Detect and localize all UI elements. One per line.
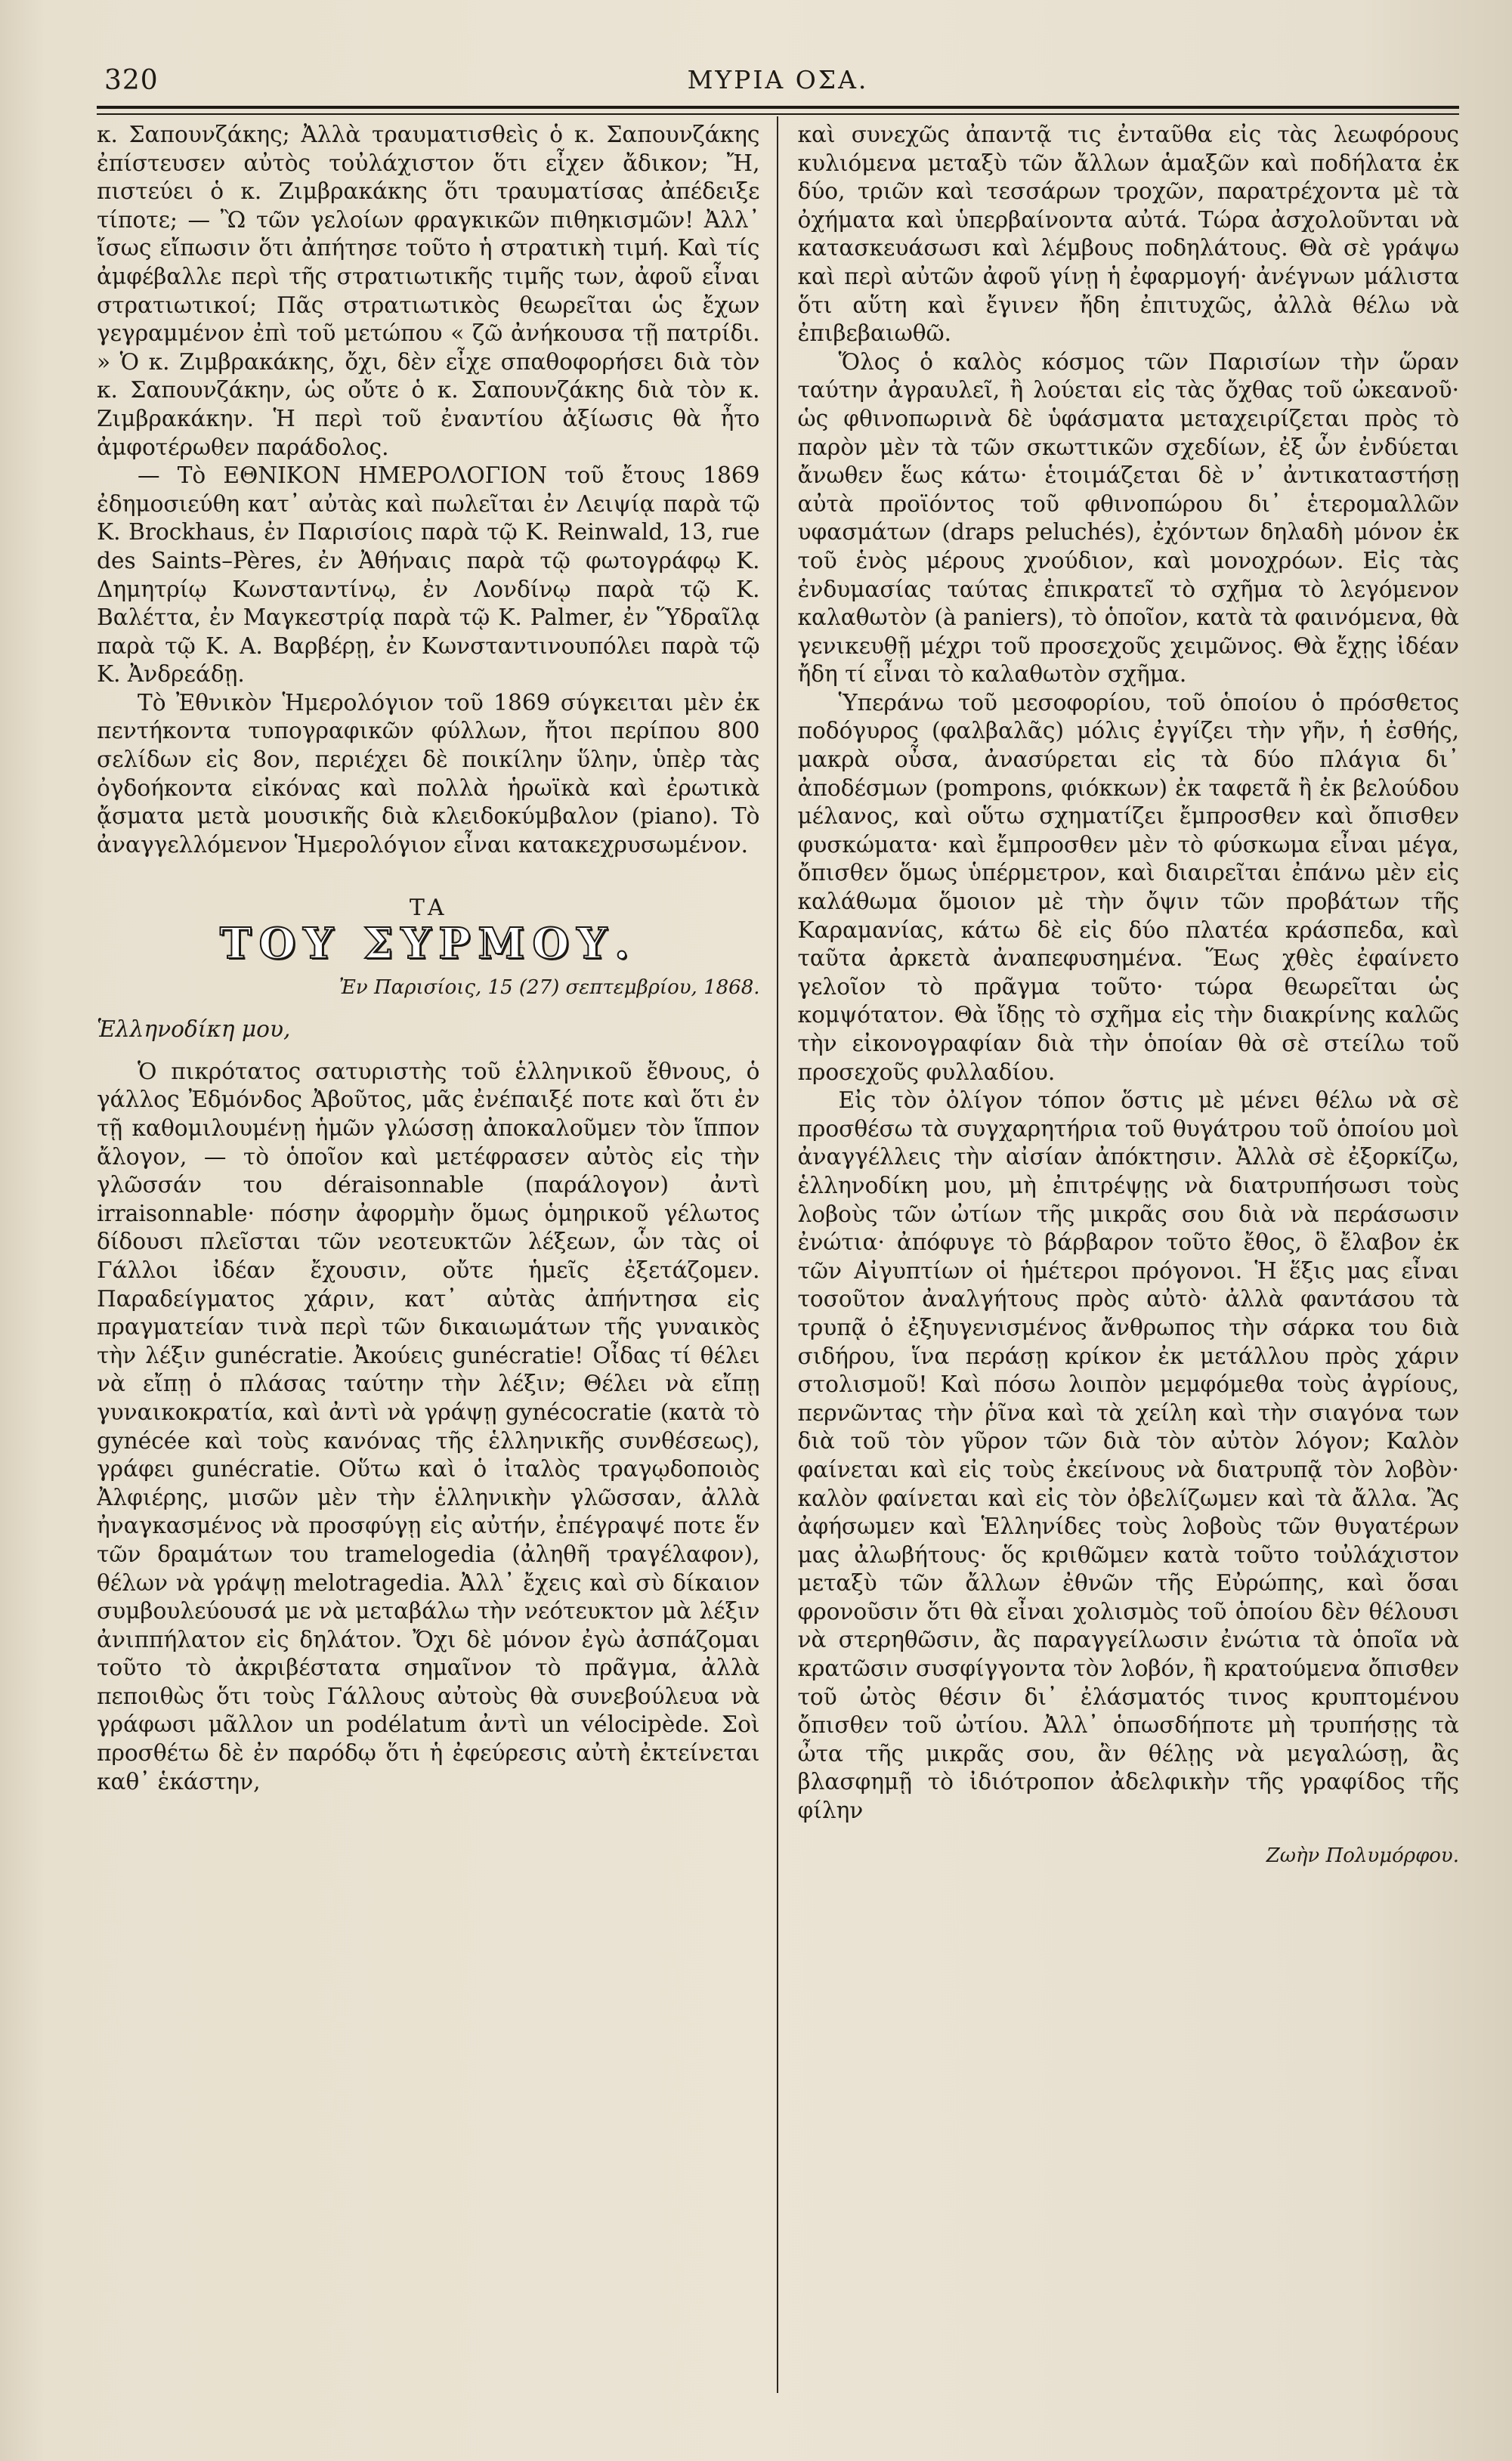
paragraph-fashion: Ὅλος ὁ καλὸς κόσμος τῶν Παρισίων τὴν ὥραν ταύτην ἀγραυλεῖ, ἢ λούεται εἰς τὰς ὄχθας τοῦ ὠκεανοῦ· ὡς φθινοπωρινὰ δὲ ὑφάσματα μεταχειρίζεται πρὸς τὸ παρὸν μὲν τὰ τῶν σκωττικῶν σχεδίων, ἐξ ὧν ἐνδύεται ἄνωθεν ἕως κάτω· ἑτοιμάζεται δὲ ν᾽ ἀντικαταστήσῃ αὐτὰ προϊόντος τοῦ φθινοπώρου δι᾽ ἑτερομαλλῶν υφασμάτων (draps peluchés), ἐχόντων δηλαδὴ μόνον ἐκ τοῦ ἑνὸς μέρους χνούδιον, καὶ μονοχρόων. Εἰς τὰς ἐνδυμασίας ταύτας ἐπικρατεῖ τὸ σχῆμα τὸ λεγόμενον καλαθωτὸν (à paniers), τὸ ὁποῖον, κατὰ τὰ φαινόμενα, θὰ γενικευθῇ μέχρι τοῦ προσεχοῦς χειμῶνος. Θὰ ἔχῃς ἰδέαν ἤδη τί εἶναι τὸ καλαθωτὸν σχῆμα. <box>797 348 1459 688</box>
header-rule-thin <box>97 113 1459 115</box>
letter-salutation: Ἑλληνοδίκη μου, <box>97 1016 291 1043</box>
letter-dateline: Ἐν Παρισίοις, 15 (27) σεπτεμβρίου, 1868. <box>339 975 760 999</box>
page-header <box>97 59 1459 104</box>
section-kicker: ΤΑ <box>409 895 447 922</box>
paragraph-almanac-announcement: — Τὸ ΕΘΝΙΚΟΝ ΗΜΕΡΟΛΟΓΙΟΝ τοῦ ἔτους 1869 ἐδημοσιεύθη κατ᾽ αὐτὰς καὶ πωλεῖται ἐν Λειψίᾳ παρὰ τῷ Κ. Brockhaus, ἐν Παρισίοις παρὰ τῷ Κ. Reinwald, 13, rue des Saints–Pères, ἐν Ἀθήναις παρὰ τῷ φωτογράφῳ Κ. Δημητρίῳ Κωνσταντίνῳ, ἐν Λονδίνῳ παρὰ τῷ Κ. Βαλέττα, ἐν Μαγκεστρίᾳ παρὰ τῷ Κ. Palmer, ἐν Ὕδραῖλᾳ παρὰ τῷ Κ. Α. Βαρβέρῃ, ἐν Κωνσταντινουπόλει παρὰ τῷ Κ. Ἀνδρεάδῃ. <box>97 462 760 688</box>
left-column <box>97 121 778 2416</box>
section-title: ΤΟΥ ΣΥΡΜΟΥ. <box>219 919 637 969</box>
paragraph-paniers: Ὑπεράνω τοῦ μεσοφορίου, τοῦ ὁποίου ὁ πρόσθετος ποδόγυρος (φαλβαλᾶς) μόλις ἐγγίζει τὴν γῆν, ἡ ἐσθής, μακρὰ οὖσα, ἀνασύρεται εἰς τὰ δύο πλάγια δι᾽ ἀποδέσμων (pompons, φιόκκων) ἐκ ταφετᾶ ἢ ἐκ βελούδου μέλανος, καὶ οὕτω σχηματίζει ἔμπροσθεν καὶ ὄπισθεν φυσκώματα· καὶ ἔμπροσθεν μὲν τὸ φύσκωμα εἶναι μέγα, ὄπισθεν ὅμως ὑπέρμετρον, καὶ διαιρεῖται ἐπάνω μὲν εἰς καλάθωμα ὅμοιον μὲ τὴν ὄψιν τῶν προβάτων τῆς Καραμανίας, κάτω δὲ εἰς δύο πλατέα κράσπεδα, καὶ ταῦτα ἀρκετὰ ἀναπεφυσημένα. Ἕως χθὲς ἐφαίνετο γελοῖον τὸ πρᾶγμα τοῦτο· τώρα θεωρεῖται ὡς κομψότατον. Θὰ ἴδῃς τὸ σχῆμα εἰς τὴν διακρίνης καλῶς τὴν εἰκονογραφίαν διὰ τὴν ὁποίαν θὰ σὲ στείλω τοῦ προσεχοῦς φυλλαδίου. <box>797 689 1459 1085</box>
paragraph-letter-words: Ὁ πικρότατος σατυριστὴς τοῦ ἑλληνικοῦ ἔθνους, ὁ γάλλος Ἐδμόνδος Ἀβοῦτος, μᾶς ἐνέπαιξέ ποτε καὶ ὅτι ἐν τῇ καθομιλουμένῃ ἡμῶν γλώσσῃ ἀποκαλοῦμεν τὸν ἵππον ἄλογον, — τὸ ὁποῖον καὶ μετέφρασεν αὐτὸς εἰς τὴν γλῶσσάν του déraisonnable (παράλογον) ἀντὶ irraisonnable· πόσην ἀφορμὴν ὅμως ὁμηρικοῦ γέλωτος δίδουσι πλεῖσται τῶν νεοτευκτῶν λέξεων, ὧν τὰς οἱ Γάλλοι ἰδέαν ἔχουσιν, οὔτε ἡμεῖς ἐξετάζομεν. Παραδείγματος χάριν, κατ᾽ αὐτὰς ἀπήντησα εἰς πραγματείαν τινὰ περὶ τῶν δικαιωμάτων τῆς γυναικὸς τὴν λέξιν gunécratie. Ἀκούεις gunécratie! Οἶδας τί θέλει νὰ εἴπῃ ὁ πλάσας ταύτην τὴν λέξιν; Θέλει νὰ εἴπῃ γυναικοκρατία, καὶ ἀντὶ νὰ γράψῃ gynécocratie (κατὰ τὸ gynécée καὶ τοὺς κανόνας τῆς ἑλληνικῆς συνθέσεως), γράφει gunécratie. Οὕτω καὶ ὁ ἰταλὸς τραγῳδοποιὸς Ἀλφιέρης, μισῶν μὲν τὴν ἑλληνικὴν γλῶσσαν, ἀλλὰ ἠναγκασμένος νὰ προσφύγῃ εἰς αὐτήν, ἐπέγραψέ ποτε ἕν τῶν δραμάτων του tramelogedia (ἀληθῆ τραγέλαφον), θέλων νὰ γράψῃ melotragedia. Ἀλλ᾽ ἔχεις καὶ σὺ δίκαιον συμβουλεύουσά με νὰ μεταβάλω τὴν νεότευκτον μὰ λέξιν ἀνιππήλατον εἰς δηλάτον. Ὄχι δὲ μόνον ἐγὼ ἀσπάζομαι τοῦτο τὸ ἀκριβέστατα σημαῖνον τὸ πρᾶγμα, ἀλλὰ πεποιθὼς ὅτι τοὺς Γάλλους αὐτοὺς θὰ συνεβούλευα νὰ γράφωσι μᾶλλον un podélatum ἀντὶ un vélocipède. Σοὶ προσθέτω δὲ ἐν παρόδῳ ὅτι ἡ ἐφεύρεσις αὐτὴ ἐκτείνεται καθ᾽ ἑκάστην, <box>97 1058 760 1795</box>
running-head: ΜΥΡΙΑ ΟΣΑ. <box>687 65 869 94</box>
column-divider <box>777 116 778 2393</box>
paragraph-almanac-description: Τὸ Ἐθνικὸν Ἡμερολόγιον τοῦ 1869 σύγκειται μὲν ἐκ πεντήκοντα τυπογραφικῶν φύλλων, ἤτοι περίπου 800 σελίδων εἰς 8ον, περιέχει δὲ ποικίλην ὕλην, ὑπὲρ τὰς ὀγδοήκοντα εἰκόνας καὶ πολλὰ ἡρωϊκὰ καὶ ἐρωτικὰ ᾄσματα μετὰ μουσικῆς διὰ κλειδοκύμβαλον (piano). Τὸ ἀναγγελλόμενον Ἡμερολόγιον εἶναι κατακεχρυσωμένον. <box>97 689 760 858</box>
right-column <box>778 121 1460 2416</box>
paragraph-velocipedes: καὶ συνεχῶς ἀπαντᾷ τις ἐνταῦθα εἰς τὰς λεωφόρους κυλιόμενα μεταξὺ τῶν ἄλλων ἁμαξῶν καὶ ποδήλατα ἐκ δύο, τριῶν καὶ τεσσάρων τροχῶν, παρατρέχοντα μὲ τὰ ὀχήματα καὶ ὑπερβαίνοντα αὐτά. Τώρα ἀσχολοῦνται νὰ κατασκευάσωσι καὶ λέμβους ποδηλάτους. Θὰ σὲ γράψω καὶ περὶ αὐτῶν ἀφοῦ γίνῃ ἡ ἐφαρμογή· ἀνέγνων μάλιστα ὅτι αὕτη καὶ ἔγινεν ἤδη ἐπιτυχῶς, ἀλλὰ θέλω νὰ ἐπιβεβαιωθῶ. <box>797 122 1459 347</box>
header-rule <box>97 106 1459 109</box>
letter-signature: Ζωὴν Πολυμόρφου. <box>1266 1844 1459 1867</box>
two-column-body <box>97 121 1459 2416</box>
paragraph-earrings: Εἰς τὸν ὀλίγον τόπον ὅστις μὲ μένει θέλω νὰ σὲ προσθέσω τὰ συγχαρητήρια τοῦ θυγάτρου τοῦ ὁποίου μοὶ ἀναγγέλλεις τὴν αἰσίαν ἀπόκτησιν. Ἀλλὰ σὲ ἐξορκίζω, ἑλληνοδίκη μου, μὴ ἐπιτρέψῃς νὰ διατρυπήσωσι τοὺς λοβοὺς τῶν ὠτίων τῆς μικρᾶς σου διὰ νὰ περάσωσιν ἐνώτια· ἀπόφυγε τὸ βάρβαρον τοῦτο ἔθος, ὃ ἔλαβον ἐκ τῶν Αἰγυπτίων οἱ ἡμέτεροι πρόγονοι. Ἡ ἕξις μας εἶναι τοσοῦτον ἀναλγήτους πρὸς αὐτὸ· ἀλλὰ φαντάσου τὰ τρυπᾷ ὁ ἐξηυγενισμένος ἄνθρωπος τὴν σάρκα του διὰ σιδήρου, ἵνα περάσῃ κρίκον ἐκ μετάλλου πρὸς χάριν στολισμοῦ! Καὶ πόσω λοιπὸν μεμφόμεθα τοὺς ἀγρίους, περνῶντας τὴν ῥῖνα καὶ τὰ χείλη καὶ τὴν σιαγόνα των διὰ τοῦ τὸν γῦρον τῶν διὰ τὸν αὐτὸν λόγον; Καλὸν φαίνεται καὶ εἰς τοὺς ἐκείνους νὰ διατρυπᾷ τὸν λοβὸν· καλὸν φαίνεται καὶ εἰς τὸν ὀβελίζωμεν καὶ τὰ ἄλλα. Ἂς ἀφήσωμεν καὶ Ἑλληνίδες τοὺς λοβοὺς τῶν θυγατέρων μας ἀλωβήτους· ὅς κριθῶμεν κατὰ τοῦτο τοὐλάχιστον μεταξὺ τῶν ἄλλων ἐθνῶν τῆς Εὐρώπης, καὶ ὅσαι φρονοῦσιν ὅτι θὰ εἶναι χολισμὸς τοῦ ὁποίου δὲν θέλουσι νὰ στερηθῶσιν, ἂς παραγγείλωσιν ἐνώτια τὰ ὁποῖα νὰ κρατῶσιν συσφίγγοντα τὸν λοβόν, ἢ κρατούμενα ὄπισθεν τοῦ ὠτὸς θέσιν δι᾽ ἐλάσματός τινος κρυπτομένου ὄπισθεν τοῦ ὠτίου. Ἀλλ᾽ ὁπωσδήποτε μὴ τρυπήσῃς τὰ ὦτα τῆς μικρᾶς σου, ἂν θέλῃς νὰ μεγαλώσῃ, ἂς βλασφημῇ τὸ ἰδιότροπον ἀδελφικὴν τῆς γραφίδος τῆς φίλην <box>797 1087 1459 1824</box>
page-number: 320 <box>104 65 159 96</box>
paragraph-duel-commentary: κ. Σαπουνζάκης; Ἀλλὰ τραυματισθεὶς ὁ κ. Σαπουνζάκης ἐπίστευσεν αὐτὸς τοὐλάχιστον ὅτι εἶχεν ἄδικον; Ἤ, πιστεύει ὁ κ. Ζιμβρακάκης ὅτι τραυματίσας ἀπέδειξε τίποτε; — Ὢ τῶν γελοίων φραγκικῶν πιθηκισμῶν! Ἀλλ᾽ ἴσως εἴπωσιν ὅτι ἀπήτησε τοῦτο ἡ στρατικὴ τιμή. Καὶ τίς ἀμφέβαλλε περὶ τῆς στρατιωτικῆς τιμῆς των, ἀφοῦ εἶναι στρατιωτικοί; Πᾶς στρατιωτικὸς θεωρεῖται ὡς ἔχων γεγραμμένον ἐπὶ τοῦ μετώπου « ζῶ ἀνήκουσα τῇ πατρίδι. » Ὁ κ. Ζιμβρακάκης, ὄχι, δὲν εἶχε σπαθοφορήσει διὰ τὸν κ. Σαπουνζάκην, ὡς οὔτε ὁ κ. Σαπουνζάκης διὰ τὸν κ. Ζιμβρακάκην. Ἡ περὶ τοῦ ἐναντίου ἀξίωσις θὰ ἦτο ἀμφοτέρωθεν παράδολος. <box>97 122 760 460</box>
